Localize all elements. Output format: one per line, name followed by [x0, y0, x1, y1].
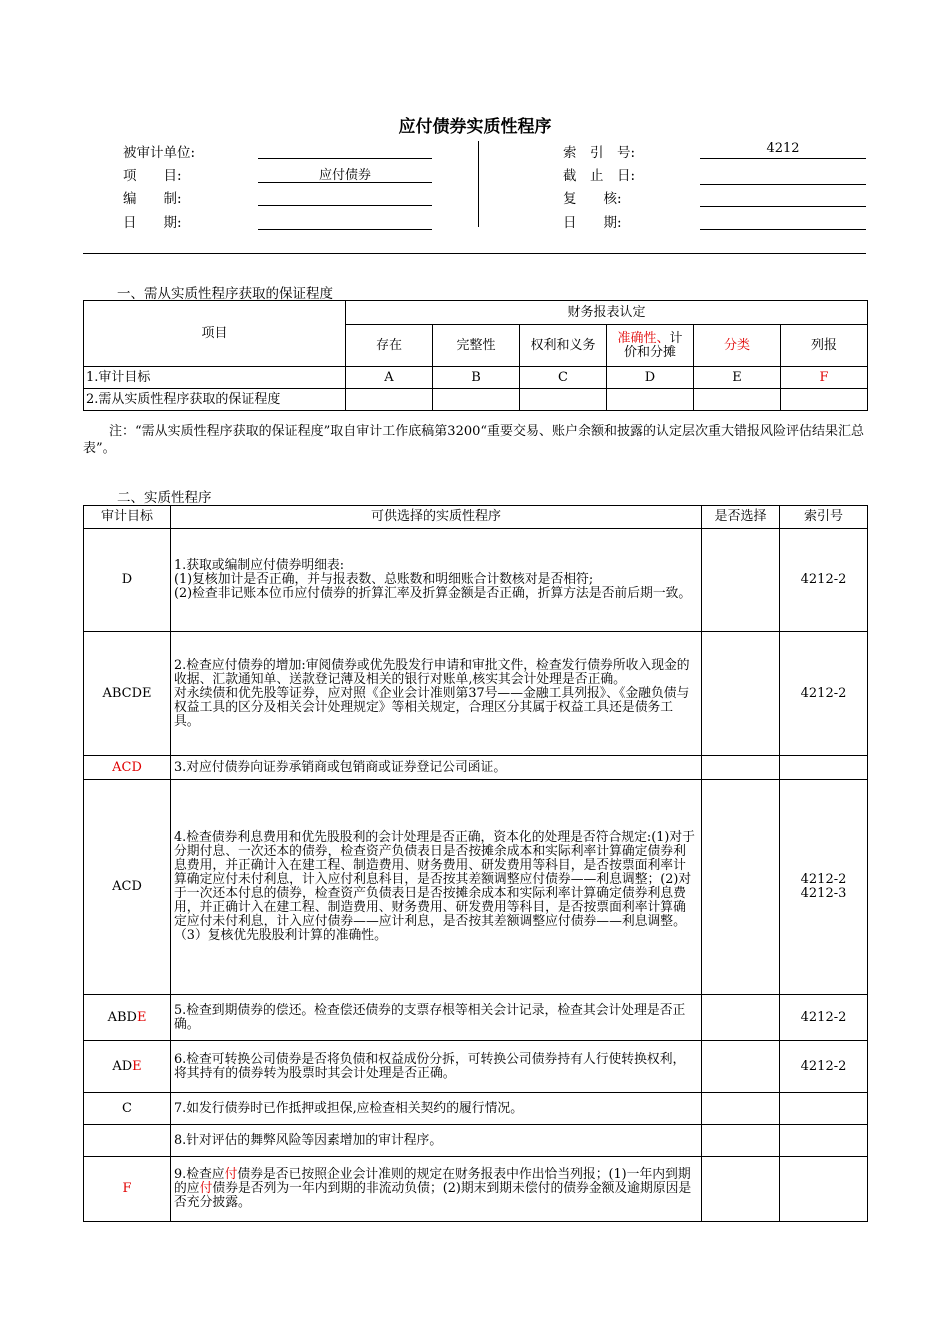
table-row: [84, 389, 868, 411]
goal-black: ACD: [112, 879, 142, 894]
selected-cell[interactable]: [702, 1125, 780, 1157]
label-index-no: 索 引 号:: [563, 145, 636, 161]
label-date-right: 日 期:: [563, 215, 622, 231]
table-row: [84, 1041, 868, 1093]
table-row: [84, 1093, 868, 1125]
procedure-part-red: 付: [224, 1167, 238, 1182]
selected-cell[interactable]: [702, 780, 780, 995]
selected-header: 是否选择: [702, 506, 780, 529]
header-divider: [478, 141, 479, 227]
audited-unit-line: [258, 158, 432, 159]
cell-b: B: [433, 367, 520, 389]
goal-black: C: [122, 1100, 132, 1116]
goal-header: 审计目标: [84, 506, 171, 529]
section1-title: 一、需从实质性程序获取的保证程度: [117, 286, 333, 302]
label-item: 项 目:: [123, 168, 182, 184]
assertion-group-header: 财务报表认定: [346, 301, 868, 325]
goal-cell: [84, 995, 171, 1041]
col-presentation: 列报: [781, 325, 868, 367]
prepared-line: [258, 205, 432, 206]
index-no-line: [700, 158, 866, 159]
procedure-part-red: 付: [199, 1181, 213, 1196]
procedure-cell: 4.检查债券利息费用和优先股股利的会计处理是否正确，资本化的处理是否符合规定:(1)对于分期付息、一次还本的债券，检查资产负债表日是否按摊余成本和实际利率计算确定债券利息费用，并正确计入在建工程、制造费用、财务费用、研发费用等科目，是否按票面利率计算确定应付未付利息，计入应付利息科目，是否按其差额调整应付债券——利息调整；(2)对于一次还本付息的债券，检查资产负债表日是否按摊余成本和实际利率计算确定债券利息费用，并正确计入在建工程、制造费用、财务费用、研发费用等科目，是否按票面利率计算确定应付未付利息，计入应付债券——应计利息，是否按其差额调整应付债券——利息调整。（3）复核优先股股利计算的准确性。: [171, 780, 702, 995]
procedure-cell: 8.针对评估的舞弊风险等因素增加的审计程序。: [171, 1125, 702, 1157]
goal-black: D: [121, 572, 133, 587]
goal-cell: [84, 1125, 171, 1157]
goal-cell: [84, 632, 171, 756]
index-cell: 4212-2: [780, 529, 868, 632]
index-header: 索引号: [780, 506, 868, 529]
cell-d: D: [607, 367, 694, 389]
label-date-left: 日 期:: [123, 215, 182, 231]
cutoff-line: [700, 184, 866, 185]
assurance-cell[interactable]: [346, 389, 433, 411]
row-label: 2.需从实质性程序获取的保证程度: [84, 389, 346, 411]
label-prepared: 编 制:: [123, 191, 182, 207]
procedure-table: [83, 505, 868, 1222]
review-line: [700, 206, 866, 207]
procedure-cell: 1.获取或编制应付债券明细表: (1)复核加计是否正确，并与报表数、总账数和明细账合计数核对是否相符; (2)检查非记账本位币应付债券的折算汇率及折算金额是否正确，折算方法是否前后期一致。: [171, 529, 702, 632]
selected-cell[interactable]: [702, 529, 780, 632]
goal-cell: [84, 1041, 171, 1093]
table-row: [84, 529, 868, 632]
goal-red: ACD: [112, 759, 142, 775]
selected-cell[interactable]: [702, 995, 780, 1041]
col-rights: 权利和义务: [520, 325, 607, 367]
goal-cell: [84, 1157, 171, 1222]
goal-black: AD: [112, 1058, 133, 1074]
table-row: [84, 1125, 868, 1157]
cell-e: E: [694, 367, 781, 389]
table-row: [84, 367, 868, 389]
col-completeness: 完整性: [433, 325, 520, 367]
cell-c: C: [520, 367, 607, 389]
procedure-cell: 5.检查到期债券的偿还。检查偿还债券的支票存根等相关会计记录，检查其会计处理是否正确。: [171, 995, 702, 1041]
item-header: 项目: [84, 301, 346, 367]
procedure-cell: [171, 1157, 702, 1222]
procedure-header: 可供选择的实质性程序: [171, 506, 702, 529]
goal-red: E: [132, 1058, 142, 1074]
goal-cell: [84, 529, 171, 632]
index-cell: [780, 1157, 868, 1222]
index-cell: [780, 1125, 868, 1157]
index-cell: 4212-2: [780, 1041, 868, 1093]
col-classification: 分类: [694, 325, 781, 367]
col-accuracy-black: 计: [669, 330, 683, 346]
selected-cell[interactable]: [702, 1041, 780, 1093]
cell-a: A: [346, 367, 433, 389]
label-review: 复 核:: [563, 191, 622, 207]
procedure-cell: 7.如发行债券时已作抵押或担保,应检查相关契约的履行情况。: [171, 1093, 702, 1125]
goal-black: ABCDE: [102, 685, 152, 701]
cell-f: F: [781, 367, 868, 389]
table-row: [84, 1157, 868, 1222]
table-row: [84, 632, 868, 756]
col-accuracy-line2: 价和分摊: [623, 344, 676, 360]
goal-cell: [84, 780, 171, 995]
procedure-cell: 2.检查应付债券的增加:审阅债券或优先股发行申请和审批文件，检查发行债券所收入现金的收据、汇款通知单、送款登记薄及相关的银行对账单,核实其会计处理是否正确。 对永续债和优先股等证券，应对照《企业会计准则第37号——金融工具列报》、《金融负债与权益工具的区分及相关会计处理规定》等相关规定，合理区分其属于权益工具还是债务工具。: [171, 632, 702, 756]
index-cell: [780, 756, 868, 780]
goal-red: E: [136, 1009, 147, 1025]
index-cell: 4212-2 4212-3: [780, 780, 868, 995]
col-accuracy: [607, 325, 694, 367]
table-row: [84, 995, 868, 1041]
date-left-line: [258, 229, 432, 230]
assurance-cell[interactable]: [781, 389, 868, 411]
date-right-line: [700, 229, 866, 230]
label-audited-unit: 被审计单位:: [123, 145, 196, 161]
index-no-value: 4212: [766, 141, 800, 156]
procedure-cell: 6.检查可转换公司债券是否将负债和权益成份分拆，可转换公司债券持有人行使转换权利，将其持有的债券转为股票时其会计处理是否正确。: [171, 1041, 702, 1093]
procedure-part: 债券是否已按照企业会计准则的规定在财务报表中作出恰当列报；(1)一年内到期的应: [174, 1167, 691, 1196]
col-existence: 存在: [346, 325, 433, 367]
selected-cell[interactable]: [702, 756, 780, 780]
label-cutoff: 截 止 日:: [563, 168, 636, 184]
index-cell: 4212-2: [780, 995, 868, 1041]
procedure-part: 9.检查应: [174, 1167, 225, 1182]
index-cell: [780, 1093, 868, 1125]
assurance-cell[interactable]: [520, 389, 607, 411]
goal-black: ABD: [107, 1009, 137, 1025]
goal-red: F: [122, 1181, 132, 1196]
assertion-table: [83, 300, 868, 411]
index-cell: 4212-2: [780, 632, 868, 756]
section1-note: 注：“需从实质性程序获取的保证程度”取自审计工作底稿第3200“重要交易、账户余额和披露的认定层次重大错报风险评估结果汇总表”。: [83, 424, 865, 456]
header-rule: [83, 253, 866, 254]
item-value: 应付债券: [318, 168, 371, 183]
procedure-cell: 3.对应付债券向证券承销商或包销商或证券登记公司函证。: [171, 756, 702, 780]
goal-cell: [84, 756, 171, 780]
selected-cell[interactable]: [702, 632, 780, 756]
table-row: [84, 756, 868, 780]
procedure-part: 债券是否列为一年内到期的非流动负债；(2)期末到期未偿付的债券金额及逾期原因是否充分披露。: [174, 1181, 692, 1210]
section2-title: 二、实质性程序: [117, 490, 212, 506]
page-title: 应付债券实质性程序: [398, 117, 552, 137]
selected-cell[interactable]: [702, 1093, 780, 1125]
col-accuracy-red: 准确性、: [617, 330, 670, 346]
assurance-cell[interactable]: [694, 389, 781, 411]
selected-cell[interactable]: [702, 1157, 780, 1222]
assurance-cell[interactable]: [607, 389, 694, 411]
table-row: [84, 780, 868, 995]
goal-cell: [84, 1093, 171, 1125]
assurance-cell[interactable]: [433, 389, 520, 411]
row-label: 1.审计目标: [84, 367, 346, 389]
